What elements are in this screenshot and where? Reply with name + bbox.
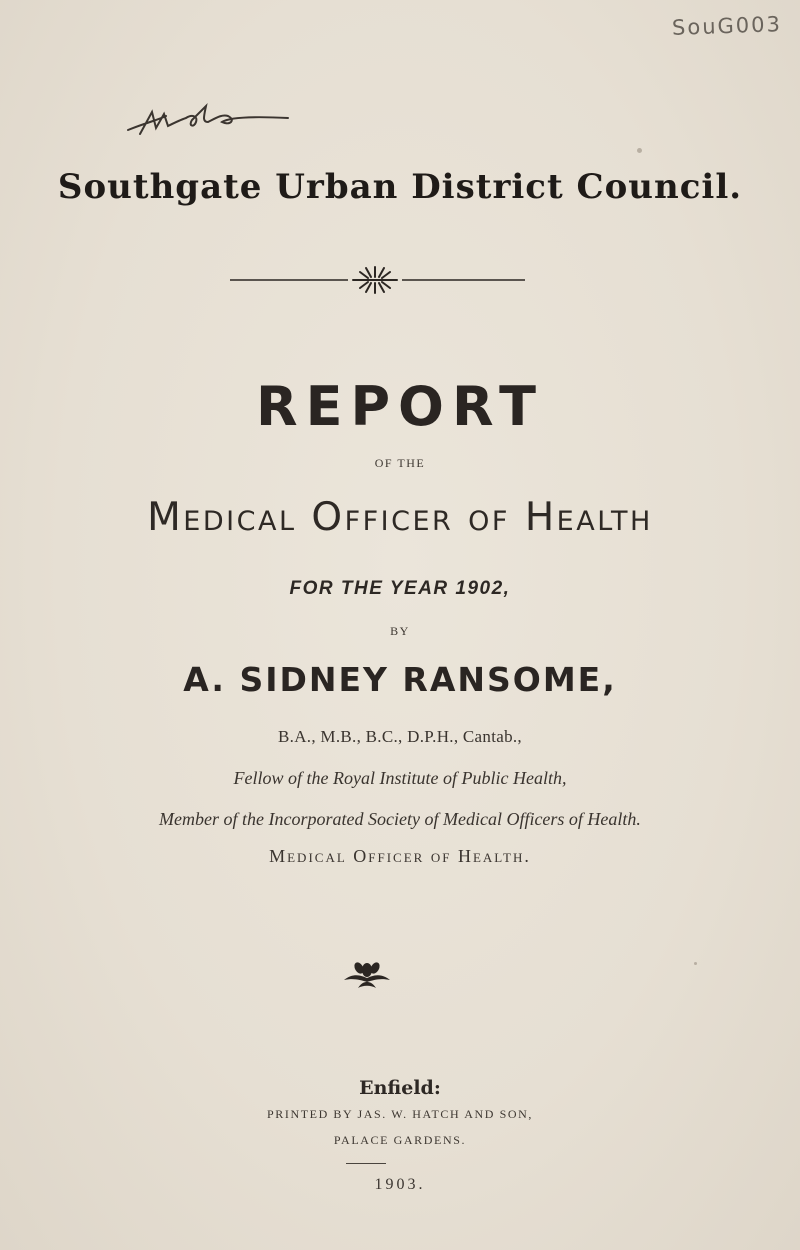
author-role: Medical Officer of Health. — [269, 846, 531, 866]
report-heading: REPORT — [256, 375, 544, 438]
by-label: BY — [390, 624, 410, 638]
imprint-address: PALACE GARDENS. — [333, 1133, 467, 1147]
handwritten-initials — [118, 92, 328, 152]
publication-year: 1903. — [374, 1176, 426, 1193]
rule-ornament — [230, 262, 525, 296]
officer-title: Medical Officer of Health — [147, 495, 653, 540]
imprint-place: Enfield: — [359, 1077, 441, 1099]
paper-speck — [694, 962, 697, 965]
author-name: A. SIDNEY RANSOME, — [183, 660, 617, 699]
archive-reference: SouG003 — [671, 12, 783, 40]
council-title: Southgate Urban District Council. — [57, 167, 743, 207]
author-degrees: B.A., M.B., B.C., D.P.H., Cantab., — [278, 727, 522, 746]
of-the-label: OF THE — [374, 456, 426, 470]
flower-ornament — [340, 958, 394, 990]
report-year: FOR THE YEAR 1902, — [289, 578, 511, 599]
paper-speck — [637, 148, 642, 153]
author-membership: Member of the Incorporated Society of Medical Officers of Health. — [159, 809, 641, 829]
imprint-printer: PRINTED BY JAS. W. HATCH AND SON, — [266, 1107, 534, 1121]
divider — [346, 1163, 386, 1164]
author-fellowship: Fellow of the Royal Institute of Public Health, — [233, 768, 567, 788]
